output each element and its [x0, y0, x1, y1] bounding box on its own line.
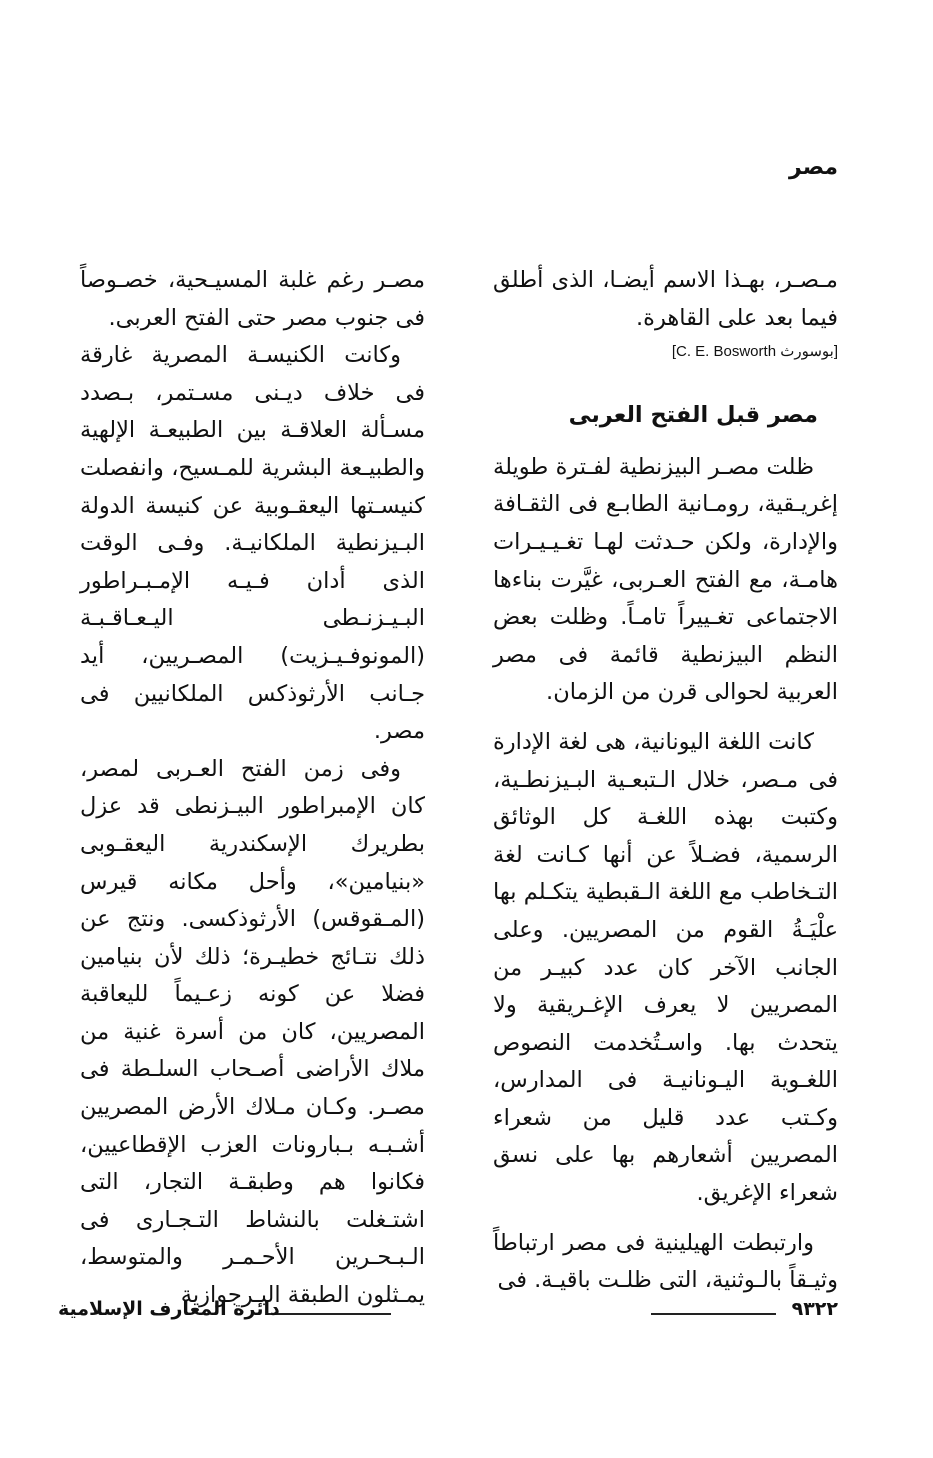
running-header: مصر	[789, 155, 838, 180]
author-citation: [بوسورث C. E. Bosworth]	[671, 343, 838, 361]
right-column	[493, 262, 838, 1300]
page-number: ٩٣٢٢	[791, 1298, 838, 1320]
lead-paragraph: مـصـر، بهـذا الاسم أيضـا، الذى أطلق فيما بعد على القاهرة.	[493, 267, 838, 331]
footer-rule	[651, 1313, 776, 1315]
section-heading: مصر قبل الفتح العربى	[568, 402, 818, 429]
page-footer	[58, 1298, 838, 1328]
body-paragraph: وكانت الكنيسـة المصرية غارقة فى خلاف ديـنى مسـتمر، بـصدد مسـألة العلاقـة بين الطبيعـة الإلهية والطبيـعة البشرية للمـسيح، وانفصلت كنيسـتها اليعقـوبية عن كنيسة الدولة البـيزنطية الملكانيـة. وفـى الوقت الذى أدان فـيـه الإمـبـراطور البـيـزنـطى اليـعـاقـبـة (المونوفـيـزيت) المصـريين، أيد جـانب الأرثوذكس الملكانيين فى مصر.	[80, 342, 425, 745]
body-paragraph: وفى زمن الفتح العـربى لمصر، كان الإمبراطور البيـزنطى قد عزل بطريرك الإسكندرية اليعقـوبى «بنيامين»، وأحل مكانه قيرس (المـقوقس) الأرثوذكسى. ونتج عن ذلك نتـائج خطيـرة؛ ذلك لأن بنيامين فضلا عن كونه زعـيماً للیعاقبة المصريين، كان من أسرة غنية من ملاك الأراضى أصـحاب السلـطة فى مصـر. وكـان مـلاك الأرض المصريين أشـبـه بـبارونات العزب الإقطاعيين، فكانوا هم وطبقـة التجار، التى اشتـغلت بالنشاط التـجـارى فى الـبـحـرين الأحـمـر والمتوسط، يمـثلون الطبقة البـرجوازية	[80, 755, 425, 1309]
body-paragraph: كانت اللغة اليونانية، هى لغة الإدارة فى مـصر، خلال الـتبعـية البـيزنطـية، وكتبت بهذه اللغـة كل الوثائق الرسمية، فضـلاً عن أنها كـانت لغة التـخاطب مع اللغة الـقبطية يتكـلم بها علْيَـةُ القوم من المصريين. وعلى الجانب الآخر كان عدد كبيـر من المصريين لا يعرف الإغـريقية ولا يتحدث بها. واسـتُخدمت النصوص اللغـوية اليـونانيـة فى المدارس، وكـتب عدد قليل من شعراء المصريين أشعارهم بها على نسق شعراء الإغريق.	[493, 728, 838, 1207]
body-paragraph: ظلت مصـر البيزنطية لفـترة طويلة إغريـقية، رومـانية الطابـع فى الثقـافة والإدارة، ولكن حـدثت لهـا تغـيـيـرات هامـة، مع الفتح العـربى، غيَّرت بناءها الاجتماعى تغـييراً تامـاً. وظلت بعض النظم البيزنطية قائمة فى مصر العربية لحوالى قرن من الزمان.	[493, 453, 838, 706]
publication-title: دائرة المعارف الإسلامية	[58, 1298, 280, 1320]
left-column	[80, 262, 425, 1315]
footer-rule	[266, 1313, 391, 1315]
body-paragraph: مصـر رغم غلبة المسيـحية، خصـوصاً فى جنوب مصر حتى الفتح العربى.	[80, 267, 425, 331]
body-paragraph: وارتبطت الهيلينية فى مصر ارتباطاً وثيـقاً بالـوثنية، التى ظلـت باقيـة. فى	[493, 1229, 838, 1294]
